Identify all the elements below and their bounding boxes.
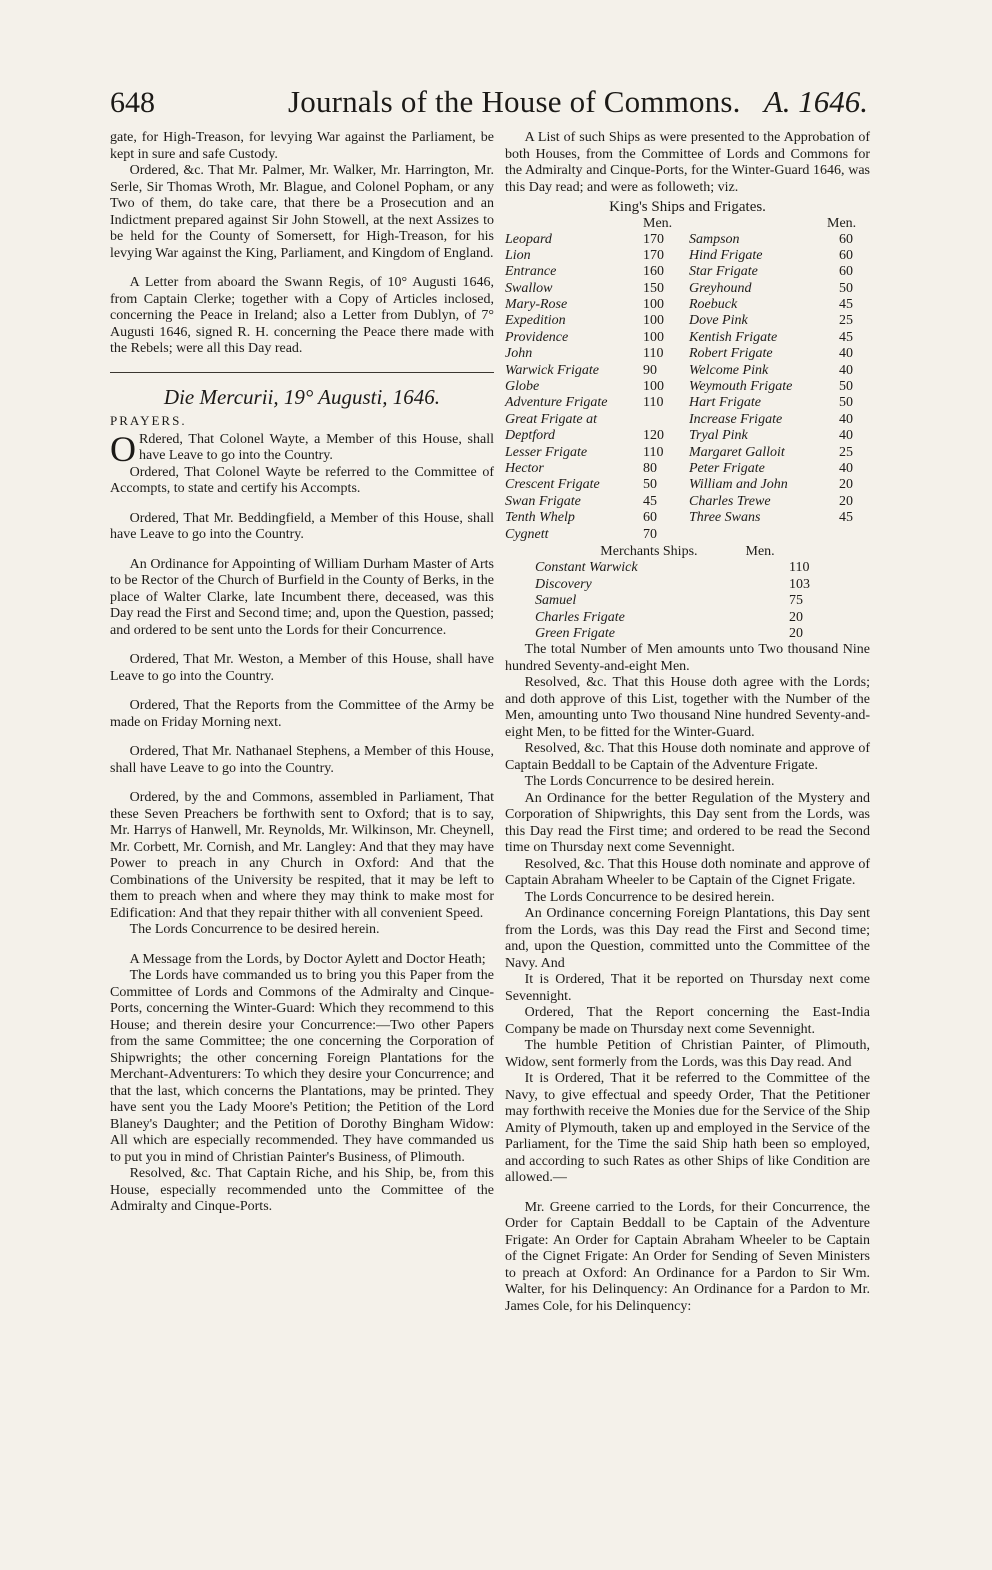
ship-name: Roebuck: [689, 297, 738, 313]
page-header: [110, 84, 868, 124]
ship-men: 60: [839, 231, 853, 247]
ship-name: Hart Frigate: [689, 395, 761, 411]
ship-men: 20: [789, 625, 803, 641]
ship-name: Crescent Frigate: [505, 477, 600, 493]
merchant-ship-row: [505, 593, 870, 609]
ship-men: 100: [643, 313, 664, 329]
ship-row: [505, 297, 870, 313]
ship-men: 40: [839, 428, 853, 444]
ship-men: 150: [643, 280, 664, 296]
ship-men: 40: [839, 460, 853, 476]
kings-ships-table: [505, 232, 870, 543]
ship-name: Robert Frigate: [689, 346, 773, 362]
ship-name: Star Frigate: [689, 264, 758, 280]
ship-men: 40: [839, 411, 853, 427]
ship-name: Expedition: [505, 313, 566, 329]
ship-men: 110: [643, 346, 664, 362]
paragraph: Ordered, That Mr. Weston, a Member of this House, shall have Leave to go into the Country.: [110, 652, 494, 684]
ship-men: 50: [839, 379, 853, 395]
left-column: [110, 130, 494, 1216]
ship-row: [505, 313, 870, 329]
ship-name: Weymouth Frigate: [689, 379, 793, 395]
ship-name: Swallow: [505, 280, 553, 296]
ship-row: [505, 379, 870, 395]
paragraph: Ordered, by the and Commons, assembled in Parliament, That these Seven Preachers be forthwith sent to Oxford; that is to say, Mr. Harrys of Hanwell, Mr. Reynolds, Mr. Wilkinson, Mr. Cheynell, Mr. Corbett, Mr. Cornish, and Mr. Langley: And that they may have Power to preach in any Church in Oxford: And that the Combinations of the University be respited, that it may be left to them to preach when and where they may think to make most for Edification: And that they repair thither with all convenient Speed.: [110, 790, 494, 921]
ship-name: Dove Pink: [689, 313, 748, 329]
men-label: Men.: [827, 215, 857, 231]
paragraph: Resolved, &c. That this House doth nominate and approve of Captain Beddall to be Captain of the Adventure Frigate.: [505, 741, 870, 773]
running-title: Journals of the House of Commons.: [288, 84, 741, 119]
ship-men: 50: [643, 477, 657, 493]
merchants-ships-heading: [505, 544, 870, 561]
ship-name: Greyhound: [689, 280, 752, 296]
paragraph: An Ordinance for the better Regulation of the Mystery and Corporation of Shipwrights, this Day sent from the Lords, was this Day read the First time; and ordered to be read the Second time on Thursday next come Sevennight.: [505, 790, 870, 856]
ship-men: 20: [839, 477, 853, 493]
paragraph: It is Ordered, That it be referred to the Committee of the Navy, to give effectual and speedy Order, That the Petitioner may forthwith receive the Monies due for the Service of the Ship Amity of Plymouth, taken up and employed in the Service of the Parliament, for the Time the said Ship hath been so employed, and according to such Rates as other Ships of like Condition are allowed.—: [505, 1071, 870, 1186]
ship-row: [505, 264, 870, 280]
section-divider: [110, 372, 494, 373]
ship-name: Kentish Frigate: [689, 329, 778, 345]
ship-name: Margaret Galloit: [689, 444, 785, 460]
ship-name: Charles Frigate: [535, 609, 625, 625]
ship-men: 60: [643, 510, 657, 526]
ship-men: 103: [789, 576, 810, 592]
ship-table-header: [505, 216, 870, 232]
merchants-ships-title: Merchants Ships.: [600, 543, 698, 559]
ship-men: 50: [839, 280, 853, 296]
ship-men: 25: [839, 313, 853, 329]
ship-name: Hind Frigate: [689, 247, 763, 263]
ship-men: 100: [643, 329, 664, 345]
merchant-ship-row: [505, 626, 870, 642]
paragraph: Resolved, &c. That this House doth nominate and approve of Captain Abraham Wheeler to be Captain of the Cignet Frigate.: [505, 856, 870, 889]
paragraph: A Letter from aboard the Swann Regis, of 10° Augusti 1646, from Captain Clerke; together with a Copy of Articles inclosed, concerning the Peace in Ireland; also a Letter from Dublyn, of 7° Augusti 1646, signed R. H. concerning the Peace there made with the Rebels; were all this Day read.: [110, 275, 494, 356]
ship-row: [505, 248, 870, 264]
ship-men: 25: [839, 444, 853, 460]
paragraph: Ordered, That Mr. Beddingfield, a Member of this House, shall have Leave to go into the Country.: [110, 510, 494, 542]
paragraph: Ordered, &c. That Mr. Palmer, Mr. Walker, Mr. Harrington, Mr. Serle, Sir Thomas Wroth, Mr. Blague, and Colonel Popham, or any Two of them, do take care, that there be a Prosecution and an Indictment prepared against Sir John Stowell, at the next Assizes to be held for the County of Somersett, for High-Treason, for his levying War against the King, Parliament, and Kingdom of England.: [110, 163, 494, 261]
paragraph: O Rdered, That Colonel Wayte, a Member of this House, shall have Leave to go into the Country.: [110, 428, 494, 469]
page-number: 648: [110, 86, 155, 119]
ship-men: 70: [643, 526, 657, 542]
paragraph: The humble Petition of Christian Painter, of Plimouth, Widow, sent formerly from the Lords, was this Day read. And: [505, 1038, 870, 1070]
ship-name: Providence: [505, 329, 569, 345]
ship-name: Increase Frigate: [689, 411, 783, 427]
paragraph: Ordered, That the Reports from the Committee of the Army be made on Friday Morning next.: [110, 698, 494, 730]
ship-men: 110: [643, 444, 664, 460]
paragraph: The Lords Concurrence to be desired herein.: [524, 774, 775, 790]
right-column: [505, 130, 870, 1315]
ship-men: 45: [839, 510, 853, 526]
paragraph: The Lords Concurrence to be desired herein.: [129, 922, 380, 937]
ship-men: 40: [839, 362, 853, 378]
ship-row: [505, 445, 870, 461]
paragraph: The total Number of Men amounts unto Two thousand Nine hundred Seventy-and-eight Men.: [505, 642, 870, 674]
ship-name: Hector: [505, 460, 544, 476]
ship-men: 45: [839, 297, 853, 313]
paragraph: Resolved, &c. That Captain Riche, and his Ship, be, from this House, especially recommended unto the Committee of the Admiralty and Cinque-Ports.: [110, 1166, 494, 1214]
ship-row: [505, 461, 870, 477]
ship-name: Swan Frigate: [505, 493, 581, 509]
ship-men: 100: [643, 379, 664, 395]
ship-men: 20: [839, 493, 853, 509]
ship-men: 170: [643, 247, 664, 263]
ship-men: 90: [643, 362, 657, 378]
merchant-ship-row: [505, 560, 870, 576]
ship-name: Tryal Pink: [689, 428, 748, 444]
ship-men: 40: [839, 346, 853, 362]
paragraph: Ordered, That the Report concerning the East-India Company be made on Thursday next come Sevennight.: [505, 1005, 870, 1037]
ship-men: 45: [839, 329, 853, 345]
ship-men: 80: [643, 460, 657, 476]
ship-name: John: [505, 346, 533, 362]
ship-name: Lion: [505, 247, 531, 263]
ship-men: 120: [643, 428, 664, 444]
ship-name: Globe: [505, 379, 540, 395]
paragraph: The Lords have commanded us to bring you this Paper from the Committee of Lords and Commons of the Admiralty and Cinque-Ports, concerning the Winter-Guard: Which they recommend to this House; and therein desire your Concurrence:—Two other Papers from the same Committee; the one concerning the Corporation of Shipwrights; the other concerning Foreign Plantations for the Merchant-Adventurers: To which they desire your Concurrence; and that the last, which concerns the Plantations, may be printed. They have sent you the Lady Moore's Petition; the Petition of the Lord Blaney's Daughter; and the Petition of Dorothy Bingham Widow: All which are especially recommended. They have commanded us to put you in mind of Christian Painter's Business, of Plimouth.: [110, 968, 494, 1165]
ship-row: [505, 395, 870, 411]
ship-name: Discovery: [535, 576, 592, 592]
kings-ships-title: King's Ships and Frigates.: [609, 199, 766, 215]
ship-name: Lesser Frigate: [505, 444, 588, 460]
ship-name: Welcome Pink: [689, 362, 769, 378]
ship-name: William and John: [689, 477, 788, 493]
ship-row: [505, 527, 870, 543]
paragraph: An Ordinance concerning Foreign Plantations, this Day sent from the Lords, was this Day read the First and Second time; and, upon the Question, committed unto the Committee of the Navy. And: [505, 906, 870, 971]
paragraph: A List of such Ships as were presented to the Approbation of both Houses, from the Committee of Lords and Commons for the Admiralty and Cinque-Ports, for the Winter-Guard 1646, was this Day read; and were as followeth; viz.: [505, 130, 870, 195]
ship-name: Entrance: [505, 264, 557, 280]
ship-name: Samuel: [535, 593, 577, 609]
ship-row: [505, 346, 870, 362]
ship-name: Three Swans: [689, 510, 761, 526]
date-heading: Die Mercurii, 19° Augusti, 1646.: [163, 384, 441, 409]
ship-men: 75: [789, 593, 803, 609]
ship-name: Peter Frigate: [689, 460, 765, 476]
ship-row: [505, 494, 870, 510]
paragraph: A Message from the Lords, by Doctor Aylett and Doctor Heath;: [129, 951, 486, 967]
paragraph: Ordered, That Mr. Nathanael Stephens, a Member of this House, shall have Leave to go into the Country.: [110, 744, 494, 776]
ship-name: Deptford: [505, 428, 556, 444]
ship-row: [505, 232, 870, 248]
ship-name: Sampson: [689, 231, 740, 247]
prayers-heading: PRAYERS.: [110, 413, 187, 428]
ship-men: 110: [789, 560, 810, 576]
ship-row: [505, 412, 870, 428]
ship-name: Green Frigate: [535, 625, 615, 641]
ship-name: Adventure Frigate: [505, 395, 608, 411]
drop-cap: O: [110, 428, 136, 469]
merchant-ship-row: [505, 577, 870, 593]
ship-men: 160: [643, 264, 664, 280]
paragraph: An Ordinance for Appointing of William Durham Master of Arts to be Rector of the Church of Burfield in the County of Berks, in the place of Walter Clarke, late Incumbent there, deceased, was this Day read the First and Second time; and, upon the Question, passed; and ordered to be sent unto the Lords for their Concurrence.: [110, 556, 494, 638]
paragraph: Mr. Greene carried to the Lords, for their Concurrence, the Order for Captain Beddall to be Captain of the Adventure Frigate: An Order for Captain Abraham Wheeler to be Captain of the Cignet Frigate: An Order for Sending of Seven Ministers to preach at Oxford: An Ordinance for a Pardon to Sir Wm. Walter, for his Delinquency: An Ordinance for a Pardon to Mr. James Cole, for his Delinquency:: [505, 1199, 870, 1314]
paragraph: It is Ordered, That it be reported on Thursday next come Sevennight.: [505, 972, 870, 1004]
ship-name: Leopard: [505, 231, 552, 247]
ship-name: Mary-Rose: [505, 297, 568, 313]
paragraph: The Lords Concurrence to be desired herein.: [524, 889, 775, 905]
ship-men: 20: [789, 609, 803, 625]
ship-men: 50: [839, 395, 853, 411]
paragraph: Resolved, &c. That this House doth agree with the Lords; and doth approve of this List, together with the Number of the Men, amounting unto Two thousand Nine hundred Seventy-and-eight Men, to be fitted for the Winter-Guard.: [505, 675, 870, 740]
ship-men: 60: [839, 247, 853, 263]
ship-men: 110: [643, 395, 664, 411]
ship-row: [505, 281, 870, 297]
year-heading: A. 1646.: [763, 84, 868, 119]
ship-row: [505, 363, 870, 379]
ship-row: [505, 428, 870, 444]
ship-row: [505, 510, 870, 526]
ship-row: [505, 330, 870, 346]
paragraph: Ordered, That Colonel Wayte be referred to the Committee of Accompts, to state and certify his Accompts.: [110, 464, 494, 496]
paragraph: gate, for High-Treason, for levying War against the Parliament, be kept in sure and safe Custody.: [110, 130, 494, 162]
ship-men: 60: [839, 264, 853, 280]
men-label: Men.: [745, 543, 775, 559]
ship-name: Constant Warwick: [535, 560, 638, 576]
ship-men: 170: [643, 231, 664, 247]
ship-name: Cygnett: [505, 526, 549, 542]
ship-name: Charles Trewe: [689, 493, 771, 509]
ship-row: [505, 477, 870, 493]
ship-name: Great Frigate at: [505, 411, 598, 427]
ship-name: Tenth Whelp: [505, 510, 575, 526]
ship-men: 45: [643, 493, 657, 509]
merchant-ship-row: [505, 610, 870, 626]
ship-name: Warwick Frigate: [505, 362, 599, 378]
men-label: Men.: [643, 215, 673, 231]
ship-men: 100: [643, 297, 664, 313]
merchant-ships-table: [505, 560, 870, 642]
